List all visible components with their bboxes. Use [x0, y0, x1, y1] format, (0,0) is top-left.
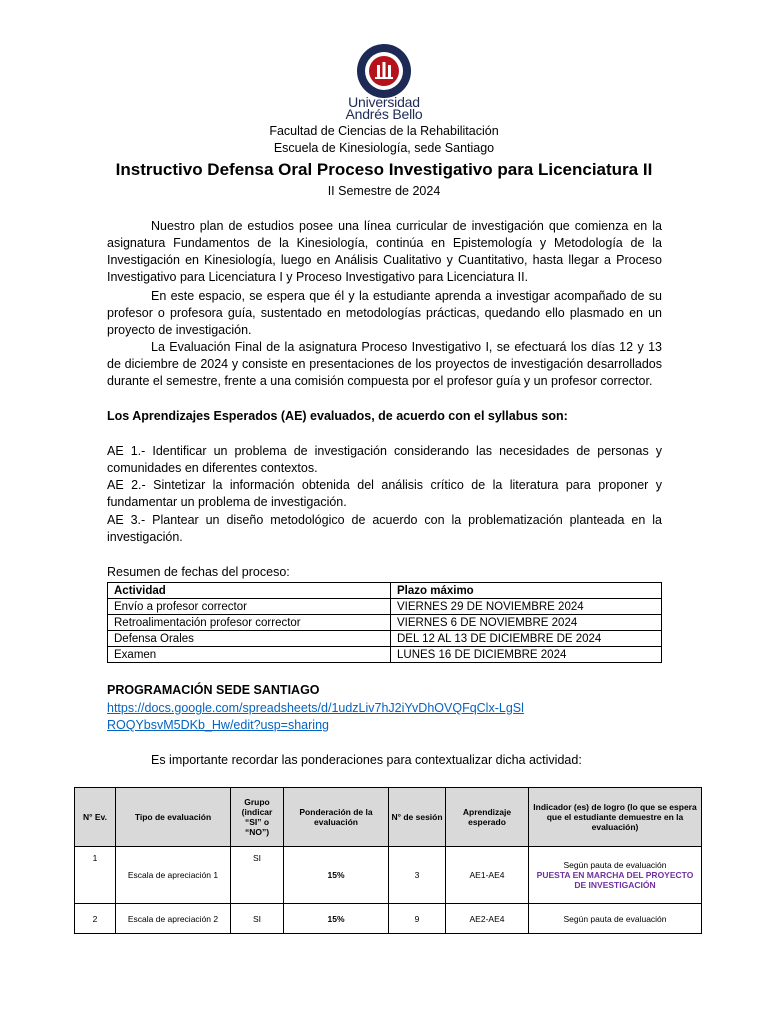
dates-table — [107, 582, 662, 663]
eval-group-cell: SI — [231, 847, 284, 904]
table-row — [75, 847, 702, 904]
logo-wordmark: Universidad Andrés Bello — [345, 94, 423, 122]
activity-cell: Examen — [108, 647, 391, 663]
eval-number-cell: 1 — [75, 847, 116, 904]
ae2-item: AE 2.- Sintetizar la información obtenida del análisis crítico de la literatura para proponer y fundamentar un problema de investigación. — [107, 478, 662, 509]
table-row — [75, 904, 702, 934]
column-header: N° de sesión — [389, 788, 446, 847]
eval-type-cell: Escala de apreciación 2 — [116, 904, 231, 934]
programacion-heading: PROGRAMACIÓN SEDE SANTIAGO — [107, 683, 320, 697]
column-header: Plazo máximo — [391, 583, 662, 599]
eval-session-cell: 9 — [389, 904, 446, 934]
faculty-name: Facultad de Ciencias de la Rehabilitación — [269, 124, 499, 138]
column-header: Actividad — [108, 583, 391, 599]
document-header — [0, 123, 768, 157]
column-header: Tipo de evaluación — [116, 788, 231, 847]
table-header-row — [108, 583, 662, 599]
deadline-cell: VIERNES 29 DE NOVIEMBRE 2024 — [391, 599, 662, 615]
evaluation-table — [74, 787, 702, 934]
document-title: Instructivo Defensa Oral Proceso Investigativo para Licenciatura II — [115, 160, 653, 179]
school-name: Escuela de Kinesiología, sede Santiago — [273, 141, 495, 155]
column-header: Ponderación de la evaluación — [284, 788, 389, 847]
activity-cell: Retroalimentación profesor corrector — [108, 615, 391, 631]
ae1-item: AE 1.- Identificar un problema de investigación considerando las necesidades de personas y comunidades en diferentes contextos. — [107, 444, 662, 475]
eval-weight-cell: 15% — [284, 847, 389, 904]
ae3-item: AE 3.- Plantear un diseño metodológico de acuerdo con la problematización planteada en la investigación. — [107, 513, 662, 544]
eval-weight-cell: 15% — [284, 904, 389, 934]
activity-cell: Envío a profesor corrector — [108, 599, 391, 615]
dates-summary-label: Resumen de fechas del proceso: — [107, 565, 290, 579]
eval-session-cell: 3 — [389, 847, 446, 904]
eval-ae-cell: AE1-AE4 — [446, 847, 529, 904]
eval-group-cell: SI — [231, 904, 284, 934]
spreadsheet-link[interactable]: https://docs.google.com/spreadsheets/d/1udzLiv7hJ2iYvDhOVQFqClx-LgSlROQYbsvM5DKb_Hw/edit?usp=sharing — [107, 701, 524, 732]
semester-label: II Semestre de 2024 — [327, 184, 441, 198]
intro-paragraph: Nuestro plan de estudios posee una línea curricular de investigación que comienza en la asignatura Fundamentos de la Kinesiología, continúa en Epistemología y Metodología de la Investigación en Kinesiología, luego en Análisis Cualitativo y Cuantitativo, hasta llegar a Proceso Investigativo para Licenciatura I y Proceso Investigativo para Licenciatura II. — [107, 219, 662, 284]
eval-number-cell: 2 — [75, 904, 116, 934]
table-row — [108, 599, 662, 615]
table-header-row — [75, 788, 702, 847]
column-header: Indicador (es) de logro (lo que se espera que el estudiante demuestre en la evaluación) — [529, 788, 702, 847]
table-row — [108, 615, 662, 631]
indicator-text: Según pauta de evaluación — [563, 860, 667, 870]
deadline-cell: VIERNES 6 DE NOVIEMBRE 2024 — [391, 615, 662, 631]
eval-indicator-cell — [529, 847, 702, 904]
column-header: Aprendizaje esperado — [446, 788, 529, 847]
table-row — [108, 647, 662, 663]
indicator-highlight: PUESTA EN MARCHA DEL PROYECTO DE INVESTIGACIÓN — [536, 870, 694, 890]
deadline-cell: LUNES 16 DE DICIEMBRE 2024 — [391, 647, 662, 663]
activity-cell: Defensa Orales — [108, 631, 391, 647]
table-row — [108, 631, 662, 647]
column-header: Grupo (indicar “SI” o “NO”) — [231, 788, 284, 847]
eval-type-cell: Escala de apreciación 1 — [116, 847, 231, 904]
deadline-cell: DEL 12 AL 13 DE DICIEMBRE DE 2024 — [391, 631, 662, 647]
final-evaluation-paragraph: La Evaluación Final de la asignatura Proceso Investigativo I, se efectuará los días 12 y 13 de diciembre de 2024 y consiste en presentaciones de los proyectos de investigación desarrollados durante el semestre, frente a una comisión compuesta por el profesor guía y un profesor corrector. — [107, 340, 662, 388]
ae-heading: Los Aprendizajes Esperados (AE) evaluados, de acuerdo con el syllabus son: — [107, 409, 568, 423]
ponderaciones-note: Es importante recordar las ponderaciones para contextualizar dicha actividad: — [151, 753, 582, 767]
column-header: N° Ev. — [75, 788, 116, 847]
eval-ae-cell: AE2-AE4 — [446, 904, 529, 934]
eval-indicator-cell: Según pauta de evaluación — [529, 904, 702, 934]
expectation-paragraph: En este espacio, se espera que él y la estudiante aprenda a investigar acompañado de su profesor o profesora guía, sustentado en metodologías prácticas, quedando ello plasmado en un proyecto de investigación. — [107, 289, 662, 337]
